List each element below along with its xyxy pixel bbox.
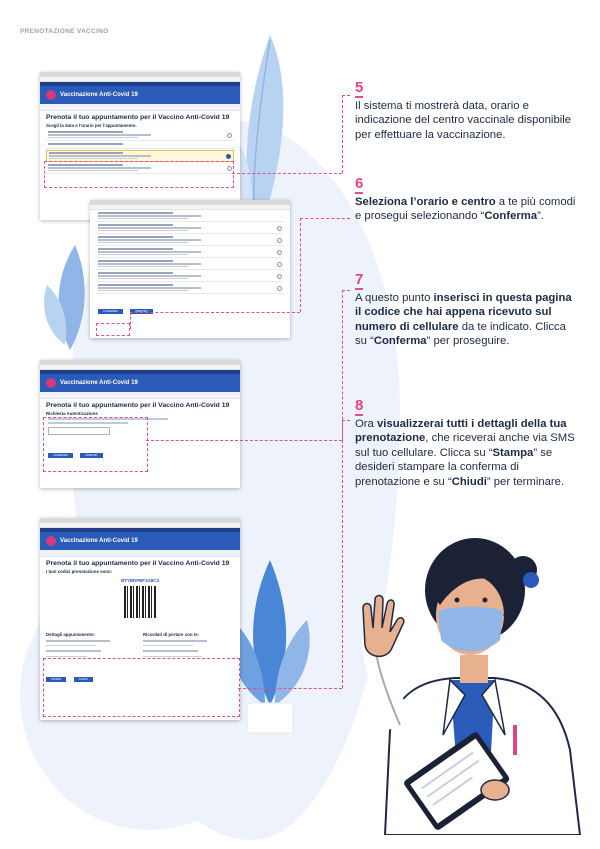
page-title: Prenota il tuo appuntamento per il Vaccino Anti-Covid 19 <box>46 560 230 567</box>
highlight-auth-form <box>43 417 148 472</box>
slot-option[interactable] <box>96 259 284 270</box>
site-header <box>40 532 240 550</box>
radio-icon[interactable] <box>277 226 282 231</box>
highlight-booking-details <box>43 658 240 717</box>
slot-option[interactable] <box>96 247 284 258</box>
site-header <box>40 86 240 104</box>
remember-title: Ricordati di portare con te: <box>143 632 200 637</box>
section-title: Richiesta Autenticazione <box>46 411 98 416</box>
connector-line <box>146 440 342 441</box>
qr-code-icon <box>124 586 156 618</box>
site-tabs[interactable] <box>40 104 240 111</box>
radio-icon[interactable] <box>277 262 282 267</box>
radio-icon[interactable] <box>227 133 232 138</box>
radio-icon[interactable] <box>226 154 231 159</box>
site-logo-icon <box>46 90 56 100</box>
connector-line <box>232 173 342 174</box>
connector-line <box>130 312 300 313</box>
section-label: PRENOTAZIONE VACCINO <box>20 28 109 35</box>
screenshot-slot-list <box>90 200 290 338</box>
step-number: 8 <box>355 397 364 414</box>
site-title: Vaccinazione Anti-Covid 19 <box>60 538 138 544</box>
page-title: Prenota il tuo appuntamento per il Vaccino Anti-Covid 19 <box>46 114 230 121</box>
confirm-button[interactable]: CONFERMA <box>48 453 73 458</box>
connector-line <box>342 290 343 440</box>
site-tabs[interactable] <box>40 550 240 557</box>
step-8-text: Ora visualizzerai tutti i dettagli della tua prenotazione, che riceverai anche via SMS sul tuo cellulare. Clicca su “Stampa” se desideri stampare la conferma di prenotazione e su “Chiudi” per terminare. <box>355 418 575 488</box>
site-title: Vaccinazione Anti-Covid 19 <box>60 92 138 98</box>
step-number: 5 <box>355 79 364 96</box>
site-title: Vaccinazione Anti-Covid 19 <box>60 380 138 386</box>
connector-line <box>130 312 131 329</box>
connector-line <box>342 290 350 291</box>
connector-line <box>342 95 350 96</box>
radio-icon[interactable] <box>277 250 282 255</box>
highlight-selected-slot <box>44 161 234 188</box>
slot-option[interactable] <box>96 223 284 234</box>
section-title: Scegli la data e l'orario per l'appuntamento. <box>46 123 137 128</box>
slot-option[interactable] <box>46 142 234 149</box>
step-number: 6 <box>355 175 364 192</box>
codes-title: I tuoi codici prenotazione sono: <box>46 569 113 574</box>
screenshot-select-slot <box>40 72 240 220</box>
slot-option[interactable] <box>96 235 284 246</box>
back-button[interactable]: INDIETRO <box>80 453 102 458</box>
connector-line <box>342 420 343 688</box>
confirm-button[interactable]: CONFERMA <box>98 309 123 314</box>
connector-line <box>342 95 343 173</box>
highlight-confirm-button <box>96 323 130 336</box>
slot-option[interactable] <box>96 283 284 294</box>
slot-option[interactable] <box>96 271 284 282</box>
connector-line <box>300 218 350 219</box>
connector-line <box>342 420 350 421</box>
radio-icon[interactable] <box>277 274 282 279</box>
back-button[interactable]: INDIETRO <box>130 309 152 314</box>
close-button[interactable]: CHIUDI <box>74 677 93 682</box>
step-5-text: Il sistema ti mostrerà data, orario e indicazione del centro vaccinale disponibile per effettuare la vaccinazione. <box>355 100 572 141</box>
step-number: 7 <box>355 271 364 288</box>
site-logo-icon <box>46 378 56 388</box>
page-title: Prenota il tuo appuntamento per il Vaccino Anti-Covid 19 <box>46 402 230 409</box>
site-header <box>40 374 240 392</box>
site-logo-icon <box>46 536 56 546</box>
doctor-illustration <box>345 520 585 835</box>
details-title: Dettagli appuntamento: <box>46 632 96 637</box>
connector-line <box>300 218 301 312</box>
step-7-text: A questo punto inserisci in questa pagina il codice che hai appena ricevuto sul numero di cellulare da te indicato. Clicca su “Conferma” per proseguire. <box>355 292 572 348</box>
print-button[interactable]: STAMPA <box>46 677 66 682</box>
site-tabs[interactable] <box>40 392 240 399</box>
radio-icon[interactable] <box>277 286 282 291</box>
slot-option[interactable] <box>46 130 234 141</box>
radio-icon[interactable] <box>277 238 282 243</box>
booking-code: BTYBDPBF1G8C3 <box>121 578 159 583</box>
connector-line <box>238 688 342 689</box>
step-6-text: Seleziona l’orario e centro a te più comodi e prosegui selezionando “Conferma”. <box>355 196 576 223</box>
slot-option[interactable] <box>96 211 284 222</box>
